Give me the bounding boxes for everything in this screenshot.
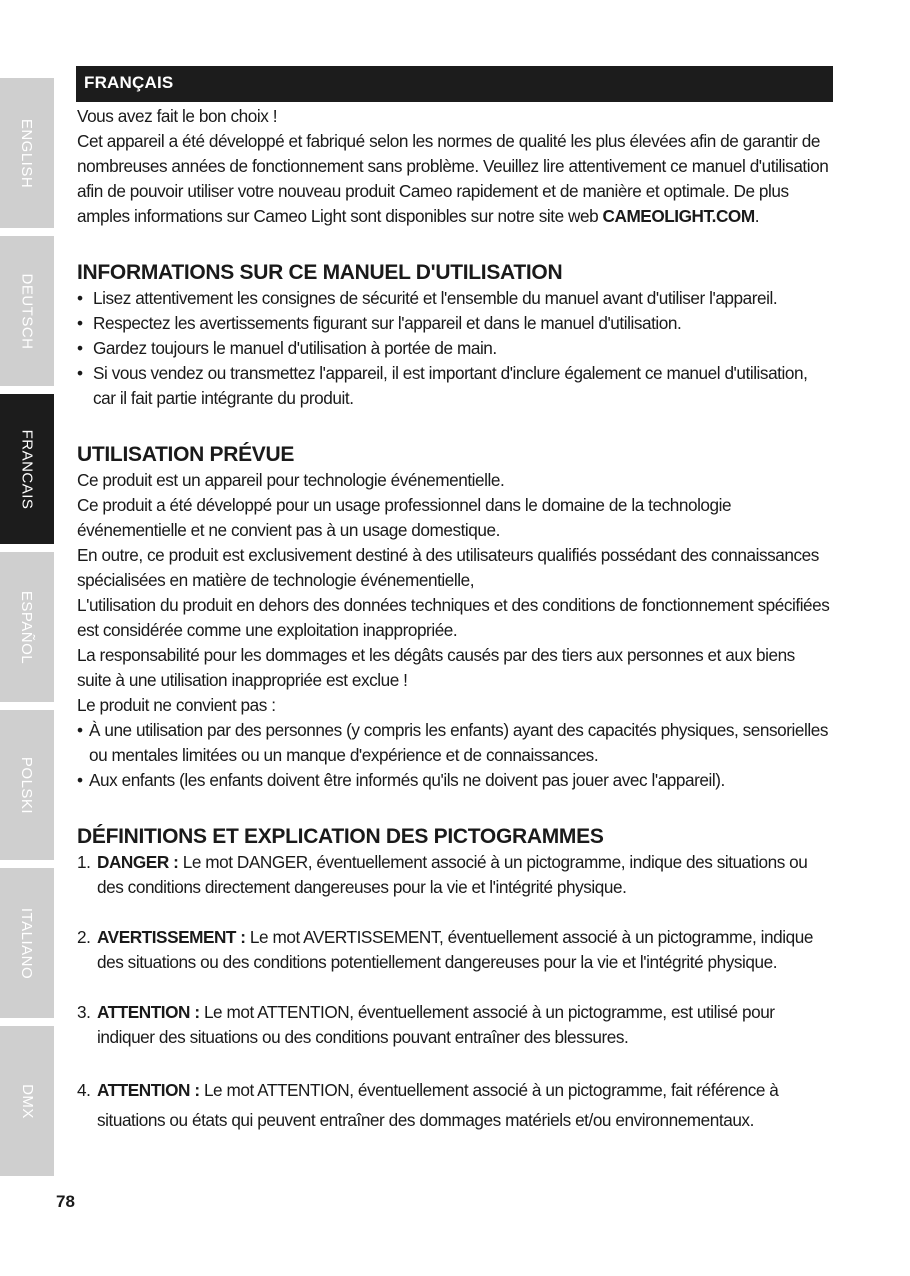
list-item: • Si vous vendez ou transmettez l'appareil, il est important d'inclure également ce manuel d'utilisation, car il fait partie intégrante du produit. xyxy=(77,361,833,411)
side-tab-label: DMX xyxy=(18,1083,36,1119)
paragraph: Ce produit a été développé pour un usage professionnel dans le domaine de la technologie événementielle et ne convient pas à un usage domestique. xyxy=(77,495,732,540)
definition-text: Le mot AVERTISSEMENT, éventuellement associé à un pictogramme, indique des situations ou des conditions potentiellement dangereuses pour la vie et l'intégrité physique. xyxy=(97,927,813,972)
side-tab-label: POLSKI xyxy=(18,756,36,814)
definition-text: Le mot ATTENTION, éventuellement associé à un pictogramme, est utilisé pour indiquer des situations ou des conditions pouvant entraîner des blessures. xyxy=(97,1002,775,1047)
definition-number: 1. xyxy=(77,852,91,872)
side-tab-francais[interactable] xyxy=(0,394,54,544)
side-tab-deutsch[interactable] xyxy=(0,236,54,386)
paragraph: Ce produit est un appareil pour technologie événementielle. xyxy=(77,470,505,490)
intro-body: Cet appareil a été développé et fabriqué selon les normes de qualité les plus élevées afin de garantir de nombreuses années de fonctionnement sans problème. Veuillez lire attentivement ce manuel d'utilisation afin de pouvoir utiliser votre nouveau produit Cameo rapidement et de manière et optimale. De plus amples informations sur Cameo Light sont disponibles sur notre site web xyxy=(77,131,829,226)
section-title-intended-use: UTILISATION PRÉVUE xyxy=(77,443,295,466)
side-tab-label: ITALIANO xyxy=(18,907,36,979)
definition-text: Le mot DANGER, éventuellement associé à un pictogramme, indique des situations ou des conditions directement dangereuses pour la vie et l'intégrité physique. xyxy=(97,852,808,897)
paragraph: En outre, ce produit est exclusivement destiné à des utilisateurs qualifiés possédant des connaissances spécialisées en matière de technologie événementielle, xyxy=(77,545,819,590)
section-title-manual-info: INFORMATIONS SUR CE MANUEL D'UTILISATION xyxy=(77,261,563,284)
manual-info-list xyxy=(77,286,833,411)
side-tab-label: ESPAÑOL xyxy=(18,590,36,664)
definition-term: ATTENTION : xyxy=(97,1002,200,1022)
definition-item xyxy=(77,1000,833,1050)
definition-term: ATTENTION : xyxy=(97,1080,200,1100)
side-tab-english[interactable] xyxy=(0,78,54,228)
side-tab-italiano[interactable] xyxy=(0,868,54,1018)
intro-paragraph xyxy=(77,129,833,229)
list-item: • Lisez attentivement les consignes de sécurité et l'ensemble du manuel avant d'utiliser l'appareil. xyxy=(77,286,833,311)
side-tab-dmx[interactable] xyxy=(0,1026,54,1176)
side-tab-label: FRANCAIS xyxy=(18,429,36,509)
definition-item xyxy=(77,1075,833,1135)
paragraph: Le produit ne convient pas : xyxy=(77,695,276,715)
definition-term: AVERTISSEMENT : xyxy=(97,927,246,947)
paragraph: L'utilisation du produit en dehors des données techniques et des conditions de fonctionnement spécifiées est considérée comme une exploitation inappropriée. xyxy=(77,595,830,640)
list-item: • Aux enfants (les enfants doivent être informés qu'ils ne doivent pas jouer avec l'appareil). xyxy=(77,768,833,793)
unsuitable-list xyxy=(77,718,833,793)
definition-item xyxy=(77,925,833,975)
section-title-definitions: DÉFINITIONS ET EXPLICATION DES PICTOGRAMMES xyxy=(77,825,604,848)
language-header: FRANÇAIS xyxy=(76,66,833,102)
definition-number: 2. xyxy=(77,927,91,947)
intro-line: Vous avez fait le bon choix ! xyxy=(77,106,278,126)
side-tab-espanol[interactable] xyxy=(0,552,54,702)
page-content xyxy=(77,104,833,1135)
definition-item xyxy=(77,850,833,900)
website-link[interactable]: CAMEOLIGHT.COM xyxy=(602,206,755,226)
definition-number: 4. xyxy=(77,1080,91,1100)
side-tab-polski[interactable] xyxy=(0,710,54,860)
side-tab-label: ENGLISH xyxy=(18,118,36,188)
definition-number: 3. xyxy=(77,1002,91,1022)
list-item: • Gardez toujours le manuel d'utilisation à portée de main. xyxy=(77,336,833,361)
list-item: • Respectez les avertissements figurant sur l'appareil et dans le manuel d'utilisation. xyxy=(77,311,833,336)
definition-text: Le mot ATTENTION, éventuellement associé à un pictogramme, fait référence à situations ou états qui peuvent entraîner des dommages matériels et/ou environnementaux. xyxy=(97,1080,779,1130)
intro-end: . xyxy=(754,206,760,226)
definition-term: DANGER : xyxy=(97,852,179,872)
paragraph: La responsabilité pour les dommages et les dégâts causés par des tiers aux personnes et aux biens suite à une utilisation inappropriée est exclue ! xyxy=(77,645,795,690)
side-tab-label: DEUTSCH xyxy=(18,272,36,350)
page-number: 78 xyxy=(56,1192,75,1211)
list-item: • À une utilisation par des personnes (y compris les enfants) ayant des capacités physiques, sensorielles ou mentales limitées ou un manque d'expérience et de connaissances. xyxy=(77,718,833,768)
definitions-list xyxy=(77,850,833,1135)
